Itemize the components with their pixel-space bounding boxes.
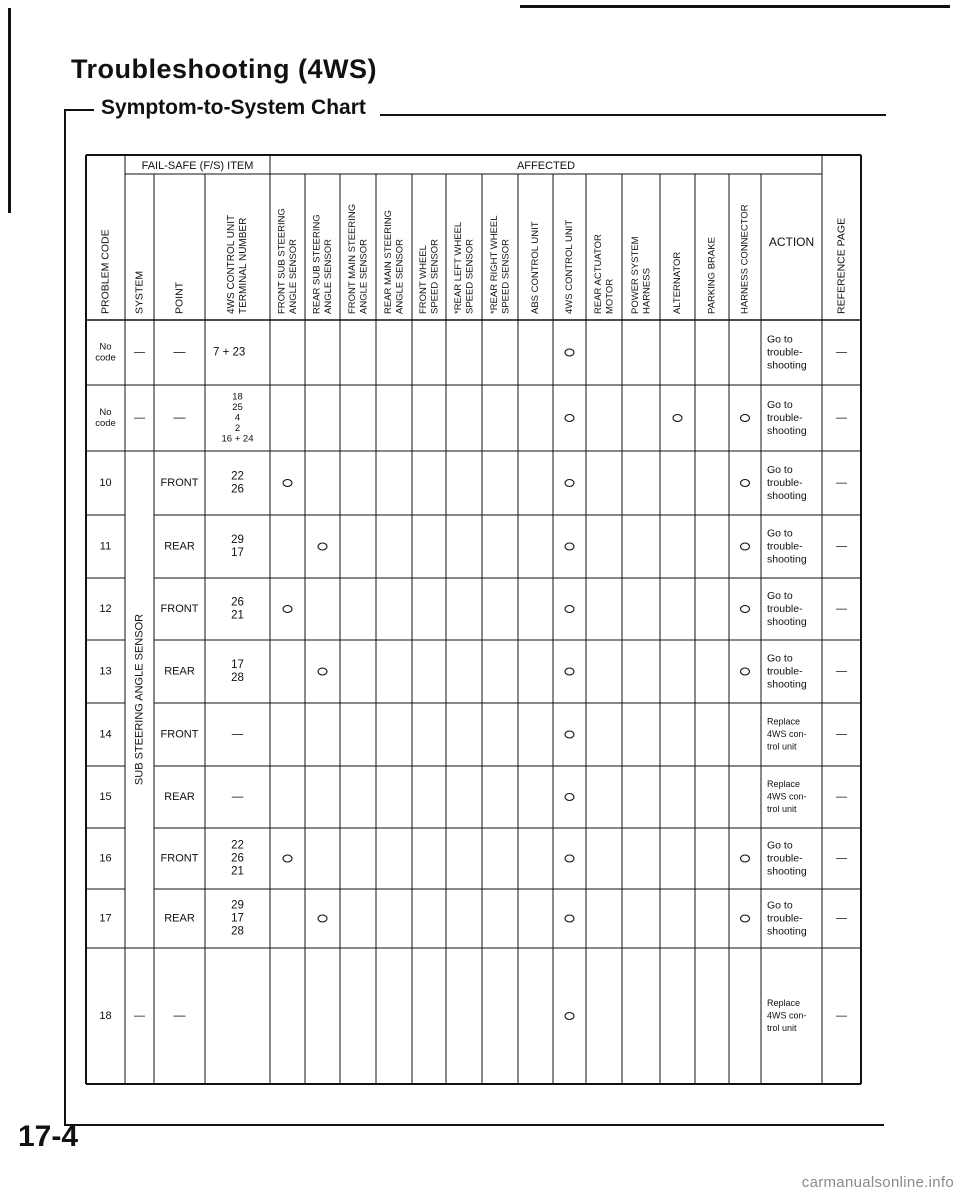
row-action: trouble- — [767, 476, 803, 489]
row-action: shooting — [767, 925, 807, 938]
row-point: REAR — [164, 665, 195, 678]
row-problem-code: 13 — [99, 665, 112, 678]
row-terminal-number: 17 — [231, 547, 244, 560]
row-problem-code: 17 — [99, 912, 112, 925]
header-affected-column: SPEED SENSOR — [429, 239, 441, 314]
row-point: FRONT — [160, 728, 199, 741]
header-affected-column: REAR SUB STEERING — [311, 214, 323, 314]
row-action: Go to — [767, 839, 793, 852]
affected-mark — [318, 668, 327, 675]
header-affected-column: FRONT WHEEL — [417, 245, 429, 314]
header-action: ACTION — [768, 235, 815, 250]
row-system: — — [134, 411, 145, 424]
header-affected-column: SPEED SENSOR — [500, 239, 512, 314]
row-action: Replace — [767, 716, 801, 727]
row-problem-code: code — [95, 418, 116, 430]
row-problem-code: No — [99, 341, 112, 353]
row-point: FRONT — [160, 476, 199, 489]
affected-mark — [741, 915, 750, 922]
page-title: Troubleshooting (4WS) — [71, 54, 377, 84]
row-terminal-number: 28 — [231, 672, 244, 685]
header-affected-column: REAR MAIN STEERING — [382, 210, 394, 314]
header-failsafe-label: FAIL-SAFE (F/S) ITEM — [141, 159, 254, 172]
header-affected-column: POWER SYSTEM — [629, 236, 641, 314]
row-reference-page: — — [836, 476, 847, 489]
row-reference-page: — — [836, 790, 847, 803]
row-terminal-number: 26 — [231, 852, 244, 865]
row-action: Go to — [767, 398, 793, 411]
affected-mark — [741, 415, 750, 422]
row-reference-page: — — [836, 602, 847, 615]
affected-mark — [283, 606, 292, 613]
affected-mark — [565, 855, 574, 862]
affected-mark — [565, 480, 574, 487]
row-action: shooting — [767, 424, 807, 437]
row-reference-page: — — [836, 728, 847, 741]
row-terminal-number: 25 — [232, 402, 243, 414]
row-reference-page: — — [836, 852, 847, 865]
row-terminal-number: 22 — [231, 470, 244, 483]
row-point: REAR — [164, 790, 195, 803]
system-group-label: SUB STEERING ANGLE SENSOR — [133, 613, 146, 786]
header-affected-column: REAR ACTUATOR — [592, 234, 604, 314]
row-action: shooting — [767, 489, 807, 502]
row-action: trouble- — [767, 540, 803, 553]
row-action: Replace — [767, 778, 801, 789]
row-problem-code: code — [95, 352, 116, 364]
header-affected-label: AFFECTED — [516, 159, 576, 172]
row-system: — — [134, 346, 145, 359]
row-action: Go to — [767, 463, 793, 476]
row-action: 4WS con- — [767, 728, 807, 739]
row-reference-page: — — [836, 411, 847, 424]
row-problem-code: No — [99, 407, 112, 419]
header-affected-column: HARNESS CONNECTOR — [739, 204, 751, 314]
header-problem-code: PROBLEM CODE — [99, 229, 112, 314]
row-action: Go to — [767, 333, 793, 346]
row-action: Go to — [767, 899, 793, 912]
row-action: trouble- — [767, 912, 803, 925]
header-affected-column: ANGLE SENSOR — [358, 239, 370, 314]
affected-mark — [565, 794, 574, 801]
affected-mark — [565, 349, 574, 356]
row-action: trouble- — [767, 411, 803, 424]
row-problem-code: 15 — [99, 790, 112, 803]
header-affected-column: 4WS CONTROL UNIT — [564, 219, 576, 314]
row-action: trouble- — [767, 602, 803, 615]
row-action: shooting — [767, 615, 807, 628]
row-terminal-number: 22 — [231, 839, 244, 852]
header-affected-column: SPEED SENSOR — [464, 239, 476, 314]
affected-mark — [565, 415, 574, 422]
row-point: — — [173, 1008, 186, 1023]
row-point: — — [173, 344, 186, 359]
header-terminal-number: 4WS CONTROL UNIT — [226, 214, 238, 314]
row-terminal-number: 16 + 24 — [221, 433, 254, 445]
header-affected-column: ANGLE SENSOR — [322, 239, 334, 314]
row-problem-code: 11 — [99, 540, 112, 553]
header-affected-column: MOTOR — [604, 278, 616, 314]
row-action: trol unit — [767, 1022, 797, 1033]
header-affected-column: ANGLE SENSOR — [287, 239, 299, 314]
affected-mark — [318, 915, 327, 922]
header-affected-column: FRONT MAIN STEERING — [346, 203, 358, 314]
row-point: REAR — [164, 912, 195, 925]
row-point: FRONT — [160, 852, 199, 865]
affected-mark — [565, 543, 574, 550]
row-action: trouble- — [767, 346, 803, 359]
row-reference-page: — — [836, 540, 847, 553]
row-action: trouble- — [767, 852, 803, 865]
row-action: shooting — [767, 865, 807, 878]
row-terminal-number: 2 — [234, 423, 241, 435]
row-terminal-number: 18 — [232, 391, 243, 403]
row-action: Go to — [767, 589, 793, 602]
header-system: SYSTEM — [133, 270, 146, 314]
page-subtitle: Symptom-to-System Chart — [101, 96, 366, 119]
row-point: — — [173, 410, 186, 425]
row-action: Go to — [767, 652, 793, 665]
row-terminal-number: 26 — [231, 483, 244, 496]
row-problem-code: 12 — [99, 602, 112, 615]
row-action: 4WS con- — [767, 1010, 807, 1021]
header-terminal-number: TERMINAL NUMBER — [238, 217, 250, 314]
row-terminal-number: 21 — [231, 609, 244, 622]
row-action: trol unit — [767, 803, 797, 814]
row-reference-page: — — [836, 346, 847, 359]
affected-mark — [565, 668, 574, 675]
row-point: FRONT — [160, 602, 199, 615]
row-terminal-number: — — [231, 728, 244, 741]
header-affected-column: ABS CONTROL UNIT — [530, 221, 542, 314]
row-action: shooting — [767, 359, 807, 372]
row-terminal-number: 17 — [231, 912, 244, 925]
affected-mark — [673, 415, 682, 422]
row-reference-page: — — [836, 665, 847, 678]
header-point: POINT — [173, 281, 186, 314]
row-terminal-number: 28 — [231, 925, 244, 938]
affected-mark — [565, 1013, 574, 1020]
header-affected-column: ALTERNATOR — [672, 251, 684, 314]
row-terminal-number: — — [231, 791, 244, 804]
row-problem-code: 14 — [99, 728, 112, 741]
row-action: 4WS con- — [767, 791, 807, 802]
affected-mark — [283, 480, 292, 487]
affected-mark — [741, 480, 750, 487]
row-reference-page: — — [836, 912, 847, 925]
header-affected-column: *REAR RIGHT WHEEL — [488, 215, 500, 314]
row-reference-page: — — [836, 1009, 847, 1022]
row-terminal-number: 17 — [231, 659, 244, 672]
row-terminal-number: 7 + 23 — [213, 346, 246, 359]
affected-mark — [565, 731, 574, 738]
row-terminal-number: 29 — [231, 534, 244, 547]
row-system: — — [134, 1009, 145, 1022]
row-action: shooting — [767, 553, 807, 566]
watermark: carmanualsonline.info — [801, 1174, 954, 1191]
header-affected-column: ANGLE SENSOR — [394, 239, 406, 314]
row-action: Replace — [767, 997, 801, 1008]
header-reference-page: REFERENCE PAGE — [835, 217, 848, 314]
affected-mark — [741, 668, 750, 675]
affected-mark — [741, 606, 750, 613]
row-terminal-number: 21 — [231, 865, 244, 878]
row-terminal-number: 26 — [231, 596, 244, 609]
affected-mark — [565, 606, 574, 613]
row-action: trouble- — [767, 665, 803, 678]
row-point: REAR — [164, 540, 195, 553]
row-problem-code: 18 — [99, 1009, 112, 1022]
header-affected-column: *REAR LEFT WHEEL — [452, 221, 464, 314]
row-action: trol unit — [767, 741, 797, 752]
row-terminal-number: 29 — [231, 899, 244, 912]
affected-mark — [283, 855, 292, 862]
header-affected-column: FRONT SUB STEERING — [276, 208, 288, 314]
row-action: shooting — [767, 678, 807, 691]
affected-mark — [741, 855, 750, 862]
affected-mark — [565, 915, 574, 922]
page-number: 17-4 — [18, 1120, 79, 1153]
affected-mark — [741, 543, 750, 550]
row-action: Go to — [767, 527, 793, 540]
affected-mark — [318, 543, 327, 550]
header-affected-column: HARNESS — [641, 268, 653, 314]
row-terminal-number: 4 — [234, 412, 241, 424]
row-problem-code: 16 — [99, 852, 112, 865]
row-problem-code: 10 — [99, 476, 112, 489]
header-affected-column: PARKING BRAKE — [706, 237, 718, 314]
